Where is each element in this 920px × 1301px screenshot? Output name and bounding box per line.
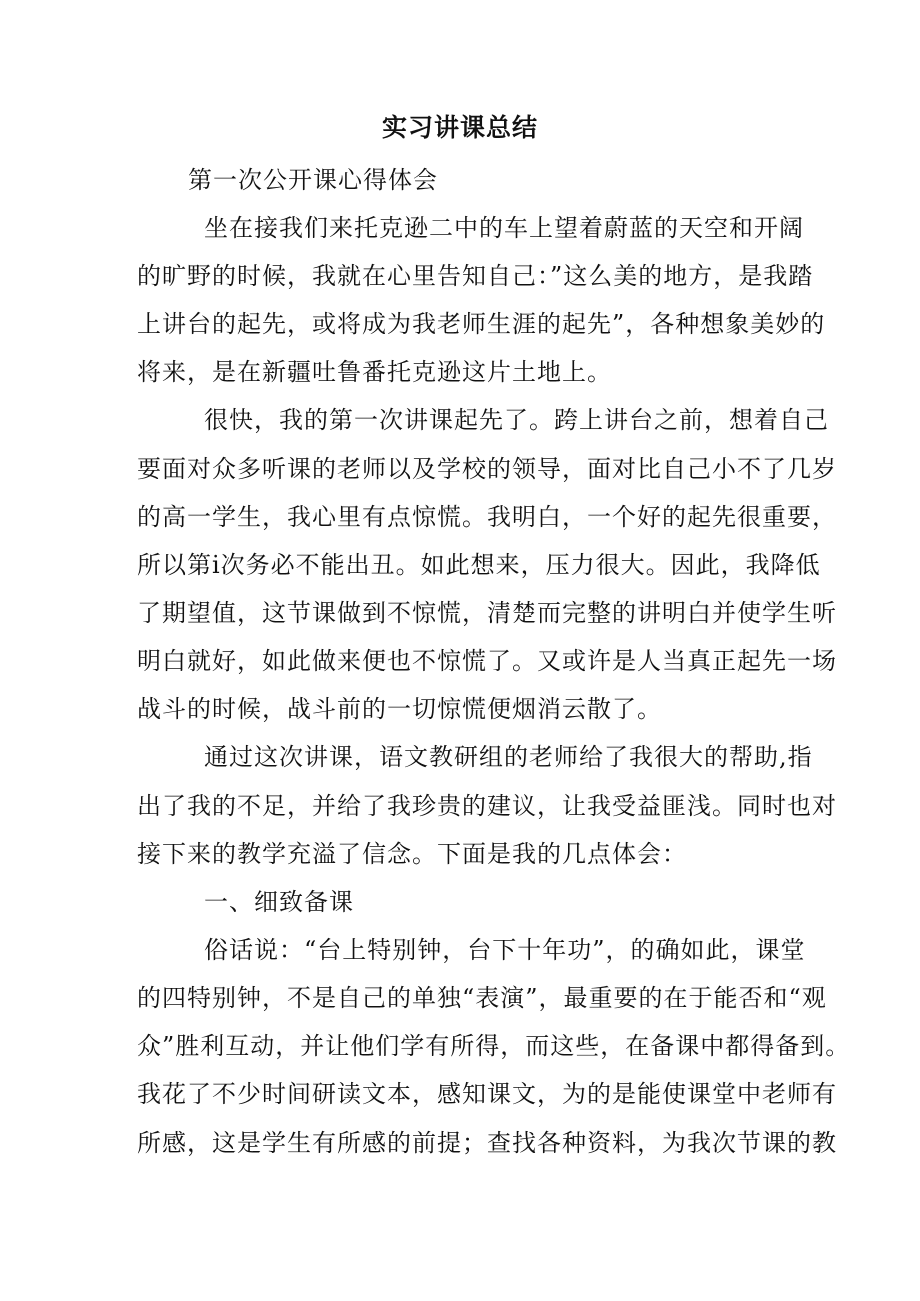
subheading: 第一次公开课心得体会 bbox=[188, 166, 438, 194]
paragraph-line: 将来，是在新疆吐鲁番托克逊这片土地上。 bbox=[137, 358, 612, 386]
paragraph-line: 的四特别钟，不是自己的单独“表演”，最重要的在于能否和“观 bbox=[137, 984, 827, 1012]
paragraph-line: 明白就好，如此做来便也不惊慌了。又或许是人当真正起先一场 bbox=[137, 647, 837, 675]
paragraph-line: 的高一学生，我心里有点惊慌。我明白，一个好的起先很重要， bbox=[137, 503, 837, 531]
paragraph-line: 的旷野的时候，我就在心里告知自己：”这么美的地方，是我踏 bbox=[137, 262, 814, 290]
paragraph-line: 我花了不少时间研读文本，感知课文，为的是能使课堂中老师有 bbox=[137, 1080, 837, 1108]
paragraph-line: 上讲台的起先，或将成为我老师生涯的起先”，各种想象美妙的 bbox=[137, 310, 826, 338]
paragraph-line: 很快，我的第一次讲课起先了。跨上讲台之前，想着自己 bbox=[204, 406, 829, 434]
paragraph-line: 所感，这是学生有所感的前提；查找各种资料，为我次节课的教 bbox=[137, 1129, 837, 1157]
paragraph-line: 战斗的时候，战斗前的一切惊慌便烟消云散了。 bbox=[137, 695, 662, 723]
paragraph-line: 所以第i次务必不能出丑。如此想来，压力很大。因此，我降低 bbox=[137, 551, 821, 579]
document-title: 实习讲课总结 bbox=[381, 113, 538, 142]
paragraph-line: 众”胜利互动，并让他们学有所得，而这些，在备课中都得备到。 bbox=[137, 1032, 851, 1060]
paragraph-line: 出了我的不足，并给了我珍贵的建议，让我受益匪浅。同时也对 bbox=[137, 792, 837, 820]
paragraph-line: 通过这次讲课，语文教研组的老师给了我很大的帮助,指 bbox=[204, 743, 813, 771]
paragraph-line: 了期望值，这节课做到不惊慌，清楚而完整的讲明白并使学生听 bbox=[137, 599, 837, 627]
section-heading: 一、细致备课 bbox=[204, 888, 354, 916]
paragraph-line: 坐在接我们来托克逊二中的车上望着蔚蓝的天空和开阔 bbox=[204, 214, 804, 242]
paragraph-line: 俗话说：“台上特别钟，台下十年功”，的确如此，课堂 bbox=[204, 936, 806, 964]
paragraph-line: 要面对众多听课的老师以及学校的领导，面对比自己小不了几岁 bbox=[137, 455, 837, 483]
paragraph-line: 接下来的教学充溢了信念。下面是我的几点体会： bbox=[137, 840, 687, 868]
